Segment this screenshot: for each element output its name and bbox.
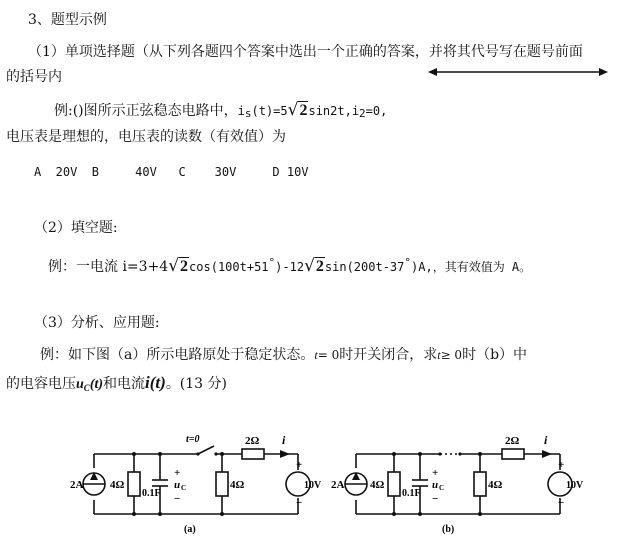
circuit-b-uc-sub: C bbox=[439, 484, 445, 492]
q1-example-prefix: 例:()图所示正弦稳态电路中， bbox=[54, 103, 238, 119]
circuit-b-r2: 4Ω bbox=[488, 479, 503, 491]
circuit-b-source-current: 2A bbox=[331, 479, 345, 491]
double-headed-arrow-icon bbox=[428, 66, 608, 78]
circuit-a-source-voltage: 10V bbox=[304, 480, 322, 491]
q2-text bbox=[48, 254, 531, 276]
q1-formula-sub2: 2 bbox=[359, 107, 366, 120]
circuit-a-vminus: − bbox=[296, 497, 303, 509]
q3-eq-zero: = 0 bbox=[317, 348, 340, 362]
q3-ge-zero: ≥ 0 bbox=[440, 348, 463, 362]
circuit-a-source-current: 2A bbox=[70, 479, 84, 491]
q2-sqrt-value-2: 2 bbox=[315, 258, 324, 275]
q3-paren-t-2: (t) bbox=[149, 373, 166, 392]
q3-text-a: 例：如下图（a）所示电路原处于稳定状态。 bbox=[40, 347, 315, 363]
q3-text-e: 和电流 bbox=[103, 376, 146, 392]
q2-text-a: 例：一电流 i=3+4 bbox=[48, 259, 169, 275]
q2-degree-1: ° bbox=[268, 256, 276, 269]
circuit-a-uc-u: u bbox=[174, 479, 181, 491]
q3-i-sym: i bbox=[145, 373, 150, 392]
circuit-a-r-series: 2Ω bbox=[245, 435, 260, 447]
q3-line1 bbox=[40, 346, 527, 364]
sqrt-icon: √ bbox=[168, 256, 180, 276]
q3-text-b: 时开关闭合，求 bbox=[339, 347, 438, 363]
q3-text-f: 。(13 分) bbox=[165, 376, 228, 392]
q2-text-e: )A,，其有效值为 A。 bbox=[411, 260, 532, 274]
circuit-b-source-voltage: 10V bbox=[566, 480, 584, 491]
q3-t-sym-2: t bbox=[437, 348, 441, 362]
circuit-b-vplus: + bbox=[558, 459, 565, 471]
q1-options: A 20V B 40V C 30V D 10V bbox=[34, 165, 309, 179]
q3-text-c: 时（b）中 bbox=[462, 347, 528, 363]
q2-text-b: cos(100t+51 bbox=[189, 260, 269, 274]
q1-formula-d: =0, bbox=[365, 104, 388, 118]
q1-line2: 电压表是理想的，电压表的读数（有效值）为 bbox=[6, 129, 286, 145]
circuit-a-uc-sub: C bbox=[181, 484, 187, 492]
q1-sqrt-value: 2 bbox=[299, 102, 308, 119]
q1-formula-c: sin2t,i bbox=[308, 104, 360, 118]
q2-text-d: sin(200t-37 bbox=[324, 260, 405, 274]
circuit-a-minus: − bbox=[174, 493, 181, 505]
circuit-a-r2: 4Ω bbox=[230, 479, 245, 491]
circuit-a-current: i bbox=[282, 433, 286, 447]
q3-heading: （3）分析、应用题: bbox=[34, 315, 160, 331]
q3-uc-u: u bbox=[76, 377, 84, 392]
circuit-a-switch: t=0 bbox=[186, 434, 200, 445]
circuit-b-cap: 0.1F bbox=[402, 488, 421, 499]
circuit-b-caption: (b) bbox=[442, 524, 455, 535]
circuit-b-current: i bbox=[544, 433, 548, 447]
q1-heading-cont: 的括号内 bbox=[6, 69, 62, 85]
q3-text-d: 的电容电压 bbox=[6, 376, 76, 392]
q2-heading: （2）填空题: bbox=[34, 220, 118, 236]
circuit-b-vminus: − bbox=[558, 497, 565, 509]
q1-example bbox=[54, 101, 387, 123]
circuit-a bbox=[70, 430, 330, 538]
circuit-a-caption: (a) bbox=[184, 524, 196, 535]
q2-degree-2: ° bbox=[404, 256, 412, 269]
section-title: 3、题型示例 bbox=[28, 12, 107, 28]
circuit-b-plus: + bbox=[432, 467, 439, 479]
q3-uc-sub: C bbox=[83, 383, 90, 393]
q3-line2 bbox=[6, 374, 227, 397]
circuit-a-cap: 0.1F bbox=[142, 488, 161, 499]
q1-heading: （1）单项选择题（从下列各题四个答案中选出一个正确的答案，并将其代号写在题号前面 bbox=[28, 44, 583, 60]
q2-sqrt-value: 2 bbox=[180, 258, 189, 275]
q3-paren-t: (t) bbox=[89, 377, 104, 392]
q3-t-sym: t bbox=[314, 348, 318, 362]
circuit-b-r1: 4Ω bbox=[370, 479, 385, 491]
q1-formula-i: i bbox=[237, 104, 245, 118]
q2-text-c: )-12 bbox=[275, 260, 305, 274]
circuit-a-r1: 4Ω bbox=[110, 479, 125, 491]
circuit-b-r-series: 2Ω bbox=[505, 435, 520, 447]
circuit-b bbox=[330, 430, 592, 538]
circuit-a-vplus: + bbox=[296, 459, 303, 471]
circuit-a-plus: + bbox=[174, 467, 181, 479]
circuit-b-uc-u: u bbox=[432, 479, 439, 491]
sqrt-icon: √ bbox=[304, 256, 315, 276]
circuit-b-minus: − bbox=[432, 493, 439, 505]
q1-formula-sub: s bbox=[244, 107, 252, 120]
q1-formula-b: (t)=5 bbox=[251, 104, 288, 118]
sqrt-icon: √ bbox=[287, 100, 299, 120]
